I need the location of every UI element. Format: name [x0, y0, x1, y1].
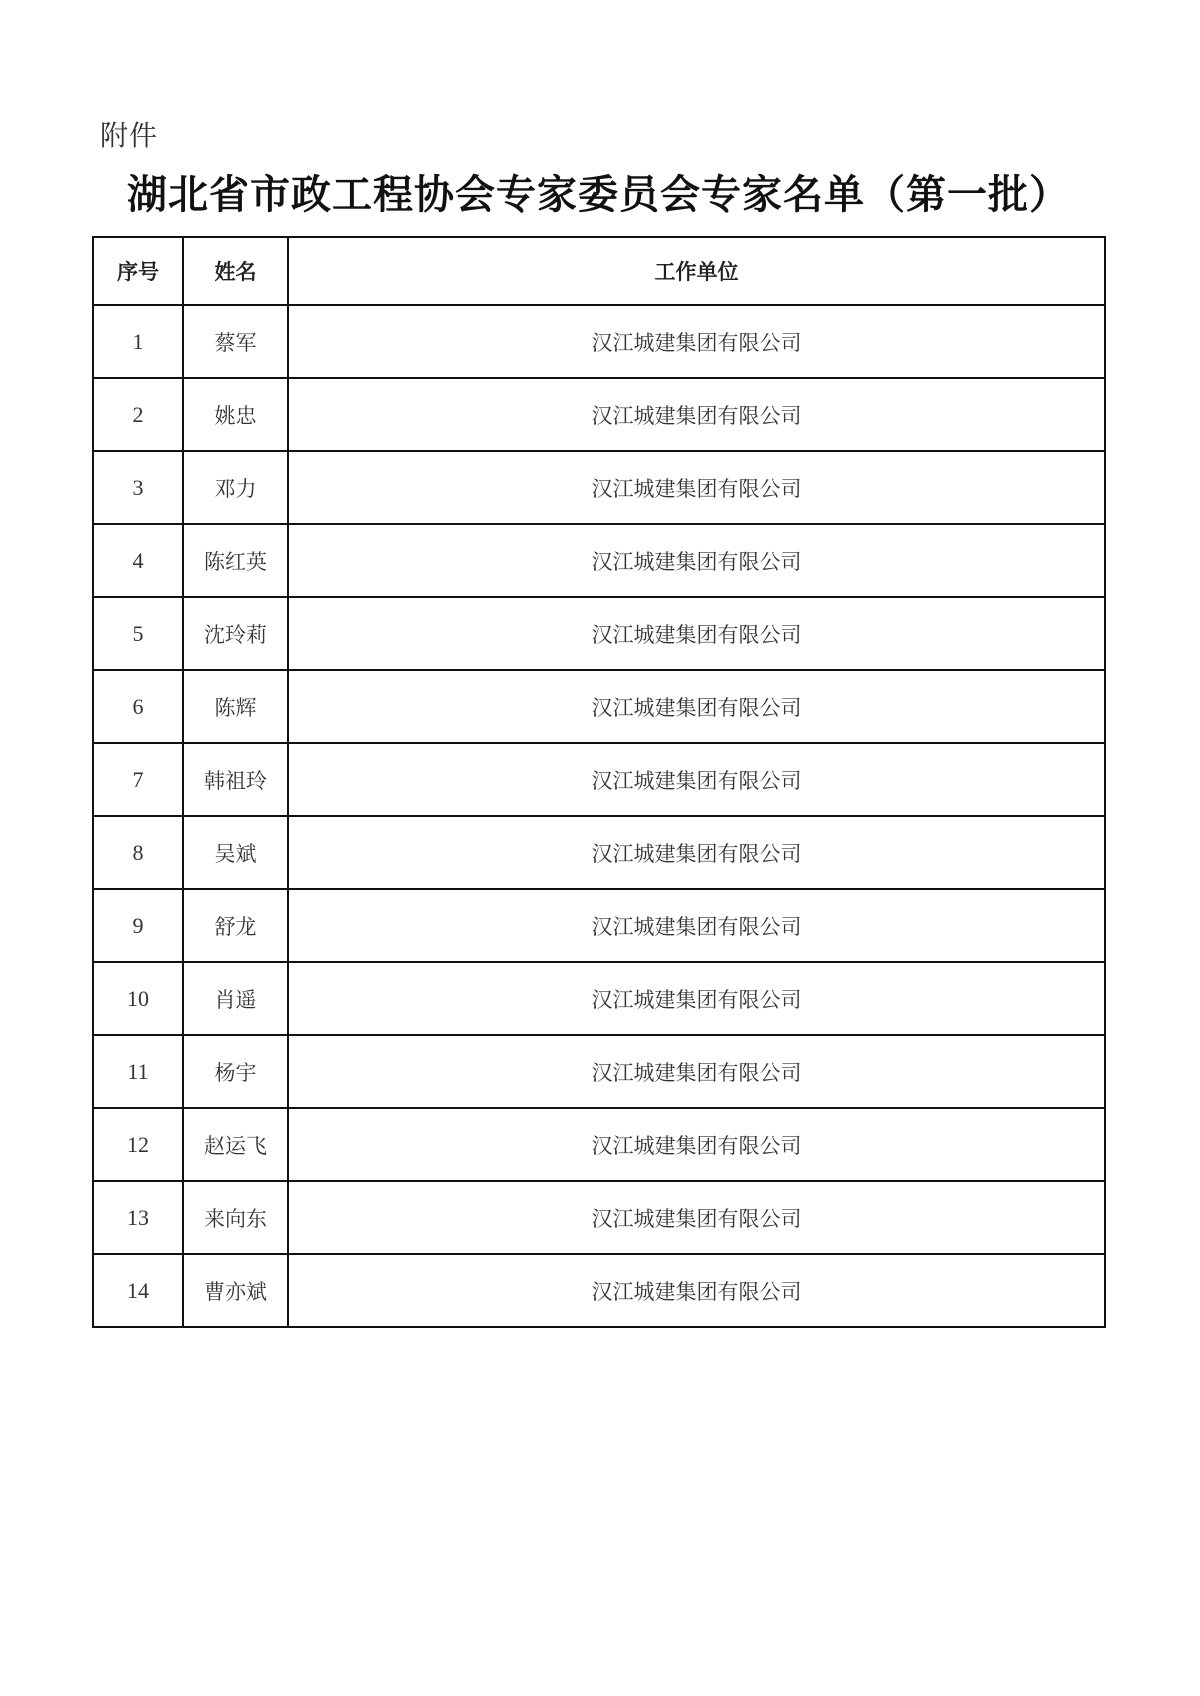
table-row	[93, 305, 1105, 378]
table-row	[93, 889, 1105, 962]
table-row	[93, 1181, 1105, 1254]
table-row	[93, 378, 1105, 451]
cell-serial-number: 7	[93, 743, 183, 816]
cell-name: 邓力	[183, 451, 288, 524]
table-row	[93, 1254, 1105, 1327]
header-serial-number: 序号	[93, 237, 183, 305]
cell-name: 姚忠	[183, 378, 288, 451]
cell-name: 赵运飞	[183, 1108, 288, 1181]
cell-work-unit: 汉江城建集团有限公司	[288, 1035, 1105, 1108]
cell-work-unit: 汉江城建集团有限公司	[288, 743, 1105, 816]
table-row	[93, 743, 1105, 816]
cell-work-unit: 汉江城建集团有限公司	[288, 597, 1105, 670]
attachment-label: 附件	[100, 119, 159, 152]
table-row	[93, 962, 1105, 1035]
cell-work-unit: 汉江城建集团有限公司	[288, 670, 1105, 743]
table-row	[93, 670, 1105, 743]
cell-name: 陈红英	[183, 524, 288, 597]
cell-work-unit: 汉江城建集团有限公司	[288, 1108, 1105, 1181]
cell-work-unit: 汉江城建集团有限公司	[288, 1254, 1105, 1327]
cell-name: 肖遥	[183, 962, 288, 1035]
cell-name: 蔡军	[183, 305, 288, 378]
cell-work-unit: 汉江城建集团有限公司	[288, 305, 1105, 378]
cell-serial-number: 6	[93, 670, 183, 743]
cell-name: 来向东	[183, 1181, 288, 1254]
table-row	[93, 816, 1105, 889]
cell-serial-number: 11	[93, 1035, 183, 1108]
cell-name: 杨宇	[183, 1035, 288, 1108]
cell-work-unit: 汉江城建集团有限公司	[288, 816, 1105, 889]
table-row	[93, 1035, 1105, 1108]
table-row	[93, 524, 1105, 597]
cell-work-unit: 汉江城建集团有限公司	[288, 962, 1105, 1035]
cell-serial-number: 2	[93, 378, 183, 451]
table-header-row	[93, 237, 1105, 305]
cell-name: 沈玲莉	[183, 597, 288, 670]
cell-serial-number: 13	[93, 1181, 183, 1254]
cell-work-unit: 汉江城建集团有限公司	[288, 1181, 1105, 1254]
table-row	[93, 597, 1105, 670]
cell-serial-number: 14	[93, 1254, 183, 1327]
cell-work-unit: 汉江城建集团有限公司	[288, 378, 1105, 451]
cell-serial-number: 10	[93, 962, 183, 1035]
expert-list-table	[92, 236, 1106, 1328]
table-row	[93, 451, 1105, 524]
cell-serial-number: 8	[93, 816, 183, 889]
cell-name: 曹亦斌	[183, 1254, 288, 1327]
cell-serial-number: 5	[93, 597, 183, 670]
cell-serial-number: 1	[93, 305, 183, 378]
cell-name: 陈辉	[183, 670, 288, 743]
cell-name: 舒龙	[183, 889, 288, 962]
cell-name: 韩祖玲	[183, 743, 288, 816]
cell-work-unit: 汉江城建集团有限公司	[288, 889, 1105, 962]
cell-serial-number: 3	[93, 451, 183, 524]
document-title: 湖北省市政工程协会专家委员会专家名单（第一批）	[127, 171, 1070, 218]
header-name: 姓名	[183, 237, 288, 305]
header-work-unit: 工作单位	[288, 237, 1105, 305]
cell-serial-number: 12	[93, 1108, 183, 1181]
table-row	[93, 1108, 1105, 1181]
cell-work-unit: 汉江城建集团有限公司	[288, 524, 1105, 597]
cell-serial-number: 9	[93, 889, 183, 962]
cell-serial-number: 4	[93, 524, 183, 597]
cell-name: 吴斌	[183, 816, 288, 889]
cell-work-unit: 汉江城建集团有限公司	[288, 451, 1105, 524]
